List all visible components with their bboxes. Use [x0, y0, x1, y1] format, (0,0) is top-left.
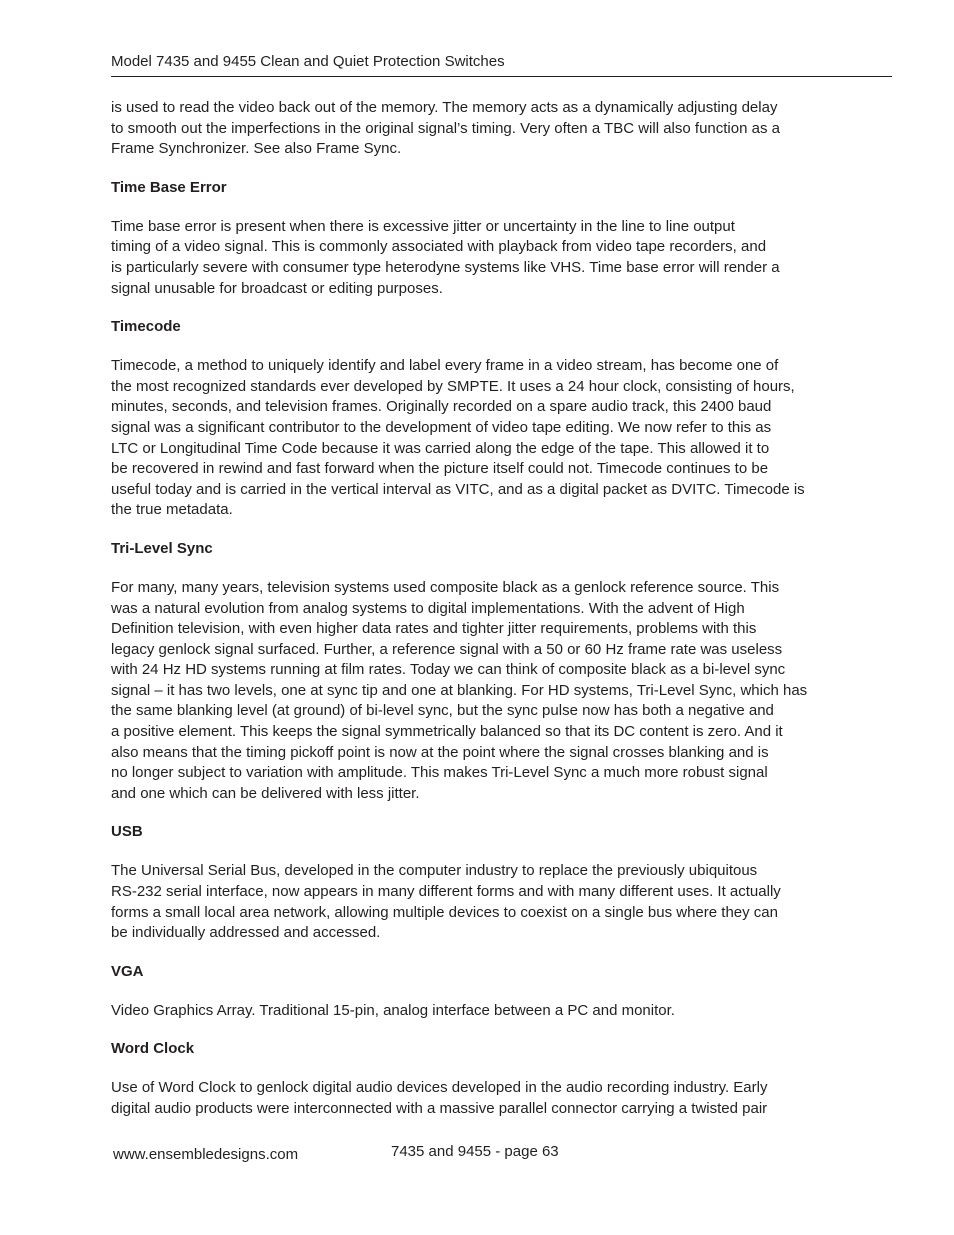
- text-line: be recovered in rewind and fast forward when the picture itself could not. Timecode continues to be: [111, 460, 769, 478]
- text-line: Use of Word Clock to genlock digital audio devices developed in the audio recording industry. Early: [111, 1079, 768, 1097]
- text-line: forms a small local area network, allowing multiple devices to coexist on a single bus where they can: [111, 903, 778, 921]
- text-line: Time base error is present when there is excessive jitter or uncertainty in the line to line output: [111, 217, 735, 235]
- text-line: the most recognized standards ever developed by SMPTE. It uses a 24 hour clock, consisting of hours,: [111, 377, 795, 395]
- page-header: [111, 52, 892, 77]
- text-line: a positive element. This keeps the signal symmetrically balanced so that its DC content is zero. And it: [111, 723, 783, 741]
- text-line: LTC or Longitudinal Time Code because it was carried along the edge of the tape. This allowed it to: [111, 439, 770, 457]
- text-line: digital audio products were interconnected with a massive parallel connector carrying a twisted pair: [111, 1100, 768, 1117]
- paragraph-time-base-error: [111, 217, 843, 299]
- text-line: Video Graphics Array. Traditional 15-pin, analog interface between a PC and monitor.: [111, 1001, 675, 1019]
- paragraph-word-clock: [111, 1078, 843, 1119]
- heading-usb: USB: [111, 823, 143, 841]
- text-line: signal was a significant contributor to the development of video tape editing. We now refer to this as: [111, 418, 772, 436]
- text-line: useful today and is carried in the vertical interval as VITC, and as a digital packet as DVITC. Timecode is: [111, 480, 805, 498]
- text-line: is particularly severe with consumer type heterodyne systems like VHS. Time base error will render a: [111, 258, 780, 276]
- text-line: For many, many years, television systems used composite black as a genlock reference source. This: [111, 578, 780, 596]
- text-line: and one which can be delivered with less jitter.: [111, 784, 420, 802]
- text-line: timing of a video signal. This is commonly associated with playback from video tape recorders, and: [111, 238, 767, 256]
- footer-page-number: 7435 and 9455 - page 63: [391, 1143, 559, 1160]
- heading-word-clock: Word Clock: [111, 1040, 195, 1058]
- paragraph-vga: [111, 1001, 843, 1022]
- text-line: Timecode, a method to uniquely identify and label every frame in a video stream, has become one of: [111, 357, 779, 375]
- text-line: Definition television, with even higher data rates and tighter jitter requirements, problems with this: [111, 620, 757, 638]
- text-line: the same blanking level (at ground) of bi-level sync, but the sync pulse now has both a negative and: [111, 702, 774, 720]
- text-line: be individually addressed and accessed.: [111, 924, 381, 942]
- paragraph-tbc-continued: [111, 98, 843, 160]
- paragraph-tri-level-sync: [111, 578, 843, 805]
- paragraph-timecode: [111, 356, 843, 521]
- text-line: The Universal Serial Bus, developed in the computer industry to replace the previously ubiquitous: [111, 862, 758, 880]
- paragraph-usb: [111, 861, 843, 943]
- text-line: legacy genlock signal surfaced. Further, a reference signal with a 50 or 60 Hz frame rate was useless: [111, 640, 783, 658]
- text-line: to smooth out the imperfections in the original signal’s timing. Very often a TBC will also function as a: [111, 119, 780, 137]
- text-line: with 24 Hz HD systems running at film rates. Today we can think of composite black as a bi-level sync: [111, 661, 786, 679]
- text-line: no longer subject to variation with amplitude. This makes Tri-Level Sync a much more robust signal: [111, 764, 768, 782]
- heading-vga: VGA: [111, 962, 144, 980]
- text-line: also means that the timing pickoff point is now at the point where the signal crosses blanking and is: [111, 743, 769, 761]
- text-line: RS-232 serial interface, now appears in many different forms and with many different uses. It actually: [111, 883, 781, 901]
- text-line: minutes, seconds, and television frames. Originally recorded on a spare audio track, this 2400 baud: [111, 398, 772, 416]
- header-title: Model 7435 and 9455 Clean and Quiet Protection Switches: [111, 53, 505, 70]
- heading-tri-level-sync: Tri-Level Sync: [111, 539, 213, 557]
- heading-timecode: Timecode: [111, 318, 181, 336]
- text-line: signal unusable for broadcast or editing purposes.: [111, 279, 443, 297]
- page-content: [111, 98, 843, 1138]
- text-line: signal – it has two levels, one at sync tip and one at blanking. For HD systems, Tri-Level Sync, which has: [111, 681, 808, 699]
- footer-website-link[interactable]: www.ensembledesigns.com: [113, 1146, 299, 1163]
- text-line: was a natural evolution from analog systems to digital implementations. With the advent of High: [111, 599, 745, 617]
- text-line: is used to read the video back out of the memory. The memory acts as a dynamically adjusting delay: [111, 99, 778, 116]
- text-line: the true metadata.: [111, 501, 233, 519]
- text-line: Frame Synchronizer. See also Frame Sync.: [111, 140, 402, 158]
- heading-time-base-error: Time Base Error: [111, 178, 227, 196]
